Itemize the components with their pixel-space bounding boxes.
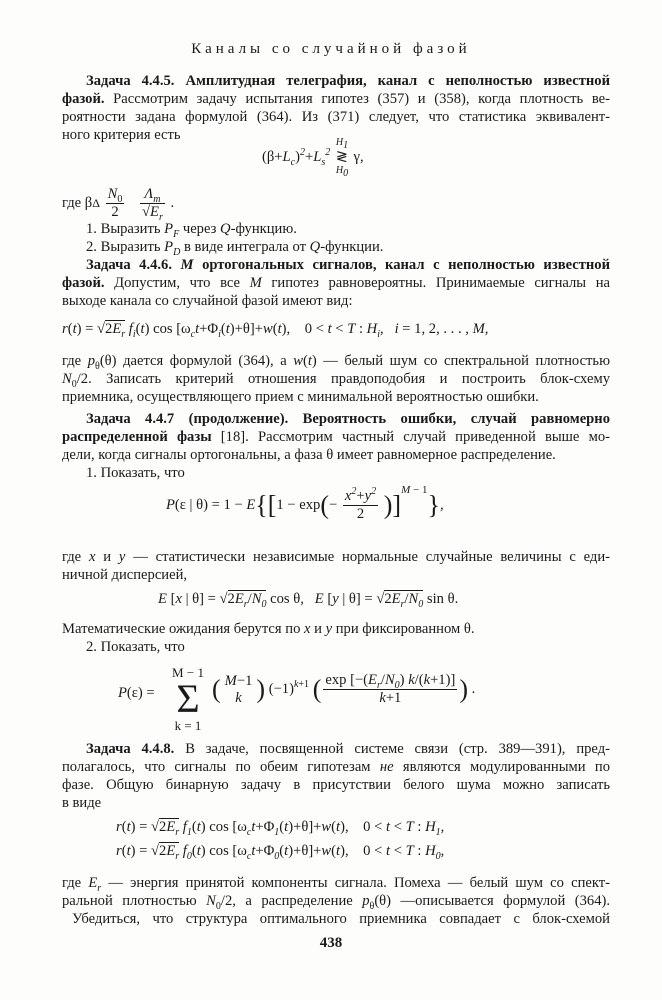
p3-line-2: распределенной фазы [18]. Рассмотрим частный случай приведенной выше мо-: [62, 429, 610, 445]
equation-1: $(\beta+L_c)^2+L_s^2$ $H_1$ ≷ $H_0$ γ,: [262, 137, 364, 179]
p3-after-1: где x и y — статистически независимые нормальные случайные величины с еди-: [62, 549, 611, 565]
p4-line-4: в виде: [62, 795, 102, 811]
p3-after-4: 2. Показать, что: [86, 639, 185, 655]
equation-5: P(ε) =: [118, 685, 155, 701]
where-beta: где βΔ $\frac{N_0}{2}$ $\frac{\Lambda_m}{√E_r}$ .: [62, 186, 175, 223]
sum-bottom: k = 1: [174, 718, 202, 733]
p3-after-2: ничной дисперсией,: [62, 567, 188, 583]
p3-line-1: Задача 4.4.7 (продолжение). Вероятность ошибки, случай равномерно: [86, 411, 610, 427]
p1-line-1: Задача 4.4.5. Амплитудная телеграфия, канал с неполностью известной: [86, 73, 610, 89]
p2-line-2: фазой. Допустим, что все M гипотез равновероятны. Принимаемые сигналы на: [62, 275, 610, 291]
p4-line-2: полагалось, что сигналы по обеим гипотезам не являются модулированными по: [62, 759, 610, 775]
p2-line-3: выходе канала со случайной фазой имеют вид:: [62, 293, 353, 309]
equation-3: P(ε | θ) = 1 − E{[1 − exp(− $\frac{x^2+y^2}{2}$ )]$^{M - 1}$},: [166, 483, 444, 522]
p2-after-1: где $p_\theta(\theta)$ дается формулой (364), а w(t) — белый шум со спектральной плотностью: [62, 353, 610, 372]
p3-line-3: дели, когда сигналы ортогональны, а фаза θ имеет равномерное распределение.: [62, 447, 556, 463]
p4-line-1: Задача 4.4.8. В задаче, посвященной системе связи (стр. 389—391), пред-: [86, 741, 610, 757]
p4-line-3: фазе. Общую бинарную задачу в присутствии белого шума можно записать: [62, 777, 610, 793]
p3-after-3: Математические ожидания берутся по x и y при фиксированном θ.: [62, 621, 475, 637]
p3-line-4: 1. Показать, что: [86, 465, 185, 481]
equation-4: E [x | $\theta] = √2E_r/N_0$ cos θ, E [y | $\theta] = √2E_r/N_0$ sin θ.: [158, 591, 459, 610]
equation-5-rest: ( M−1 k ) $(-1)^{k+1}$ ( $\frac{\exp [-(E_r/N_0) k/(k+1)]}{k+1}$ ) .: [212, 672, 476, 706]
p4-after-2: ральной плотностью $N_0/2$, а распределение $p_\theta(\theta)$ —описывается формулой (364).: [62, 893, 611, 912]
p1-line-3: роятности задана формулой (364). Из (371) следует, что статистика эквивалент-: [62, 109, 610, 125]
p1-line-4: ного критерия есть: [62, 127, 181, 143]
p1-line-2: фазой. Рассмотрим задачу испытания гипотез (357) и (358), когда плотность ве-: [62, 91, 610, 107]
sum-top: M − 1: [172, 665, 204, 680]
equation-6: $r(t) = √2E_r$ $f_1(t)$ $\cos [\omega_ct+\Phi_1(t)+\theta]+w(t)$, 0 < t < T : $H_1$,: [116, 819, 445, 838]
equation-7: $r(t) = √2E_r$ $f_0(t)$ $\cos [\omega_ct+\Phi_0(t)+\theta]+w(t)$, 0 < t < T : $H_0$,: [116, 843, 445, 862]
p2-line-1: Задача 4.4.6. M ортогональных сигналов, канал с неполностью известной: [86, 257, 611, 273]
equation-2: $r(t) = √2E_r$ $f_i(t)$ $\cos [\omega_ct+\Phi_i(t)+\theta]+w(t)$, 0 < t < T : $H_i$, i = 1, 2, . . . , M,: [62, 321, 489, 340]
page-number: 438: [319, 935, 343, 951]
running-header: Каналы со случайной фазой: [191, 41, 471, 57]
p1-item-2: 2. Выразить $P_D$ в виде интеграла от Q-функции.: [86, 239, 384, 258]
sum-symbol: M − 1 Σ k = 1: [168, 666, 208, 732]
p4-after-3: Убедиться, что структура оптимального приемника совпадает с блок-схемой: [72, 911, 610, 927]
p4-after-1: где $E_r$ — энергия принятой компоненты сигнала. Помеха — белый шум со спект-: [62, 875, 611, 894]
p1-item-1: 1. Выразить $P_F$ через Q-функцию.: [86, 221, 297, 240]
p2-after-2: $N_0/2$. Записать критерий отношения правдоподобия и построить блок-схему: [62, 371, 610, 390]
p2-after-3: приемника, осуществляющего прием с минимальной вероятностью ошибки.: [62, 389, 539, 405]
